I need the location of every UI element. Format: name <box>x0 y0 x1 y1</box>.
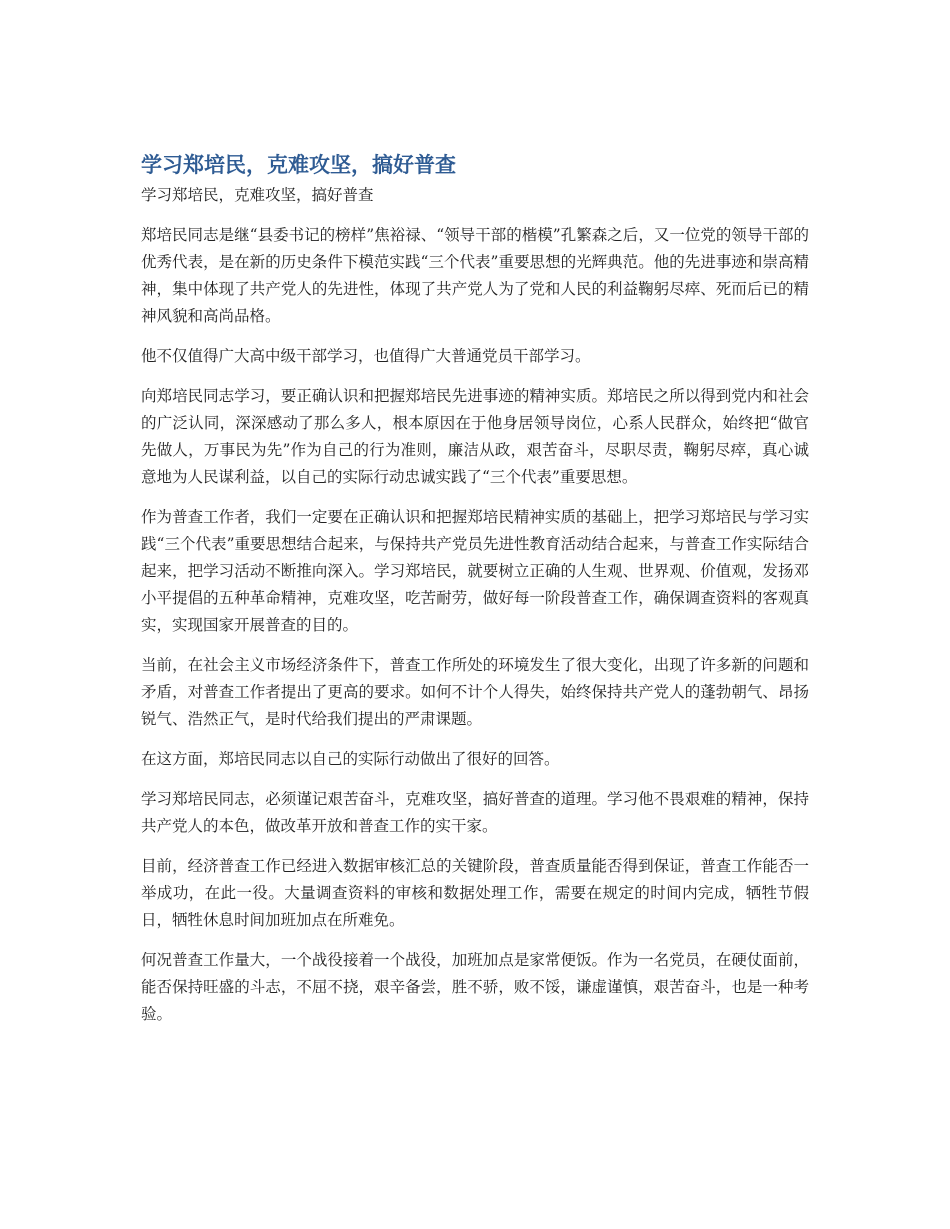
paragraph: 作为普查工作者，我们一定要在正确认识和把握郑培民精神实质的基础上，把学习郑培民与学习实践“三个代表”重要思想结合起来，与保持共产党员先进性教育活动结合起来，与普查工作实际结合起来，把学习活动不断推向深入。学习郑培民，就要树立正确的人生观、世界观、价值观，发扬邓小平提倡的五种革命精神，克难攻坚，吃苦耐劳，做好每一阶段普查工作，确保调查资料的客观真实，实现国家开展普查的目的。 <box>141 508 809 634</box>
paragraph: 他不仅值得广大高中级干部学习，也值得广大普通党员干部学习。 <box>141 347 591 365</box>
paragraph: 在这方面，郑培民同志以自己的实际行动做出了很好的回答。 <box>141 750 560 768</box>
document-page <box>141 150 809 1041</box>
paragraph: 何况普查工作量大，一个战役接着一个战役，加班加点是家常便饭。作为一名党员，在硬仗面前，能否保持旺盛的斗志，不屈不挠，艰辛备尝，胜不骄，败不馁，谦虚谨慎，艰苦奋斗，也是一种考验。 <box>141 951 809 1023</box>
document-title: 学习郑培民，克难攻坚，搞好普查 <box>141 153 456 177</box>
paragraph: 目前，经济普查工作已经进入数据审核汇总的关键阶段，普查质量能否得到保证，普查工作能否一举成功，在此一役。大量调查资料的审核和数据处理工作，需要在规定的时间内完成，牺牲节假日，牺牲休息时间加班加点在所难免。 <box>141 857 809 929</box>
document-subtitle: 学习郑培民，克难攻坚，搞好普查 <box>141 186 374 204</box>
paragraph: 向郑培民同志学习，要正确认识和把握郑培民先进事迹的精神实质。郑培民之所以得到党内和社会的广泛认同，深深感动了那么多人，根本原因在于他身居领导岗位，心系人民群众，始终把“做官先做人，万事民为先”作为自己的行为准则，廉洁从政，艰苦奋斗，尽职尽责，鞠躬尽瘁，真心诚意地为人民谋利益，以自己的实际行动忠诚实践了“三个代表”重要思想。 <box>141 387 809 486</box>
paragraph: 当前，在社会主义市场经济条件下，普查工作所处的环境发生了很大变化，出现了许多新的问题和矛盾，对普查工作者提出了更高的要求。如何不计个人得失，始终保持共产党人的蓬勃朝气、昂扬锐气、浩然正气，是时代给我们提出的严肃课题。 <box>141 656 809 728</box>
paragraph: 学习郑培民同志，必须谨记艰苦奋斗，克难攻坚，搞好普查的道理。学习他不畏艰难的精神，保持共产党人的本色，做改革开放和普查工作的实干家。 <box>141 790 809 835</box>
paragraph: 郑培民同志是继“县委书记的榜样”焦裕禄、“领导干部的楷模”孔繁森之后，又一位党的领导干部的优秀代表，是在新的历史条件下模范实践“三个代表”重要思想的光辉典范。他的先进事迹和崇高精神，集中体现了共产党人的先进性，体现了共产党人为了党和人民的利益鞠躬尽瘁、死而后已的精神风貌和高尚品格。 <box>141 226 809 325</box>
